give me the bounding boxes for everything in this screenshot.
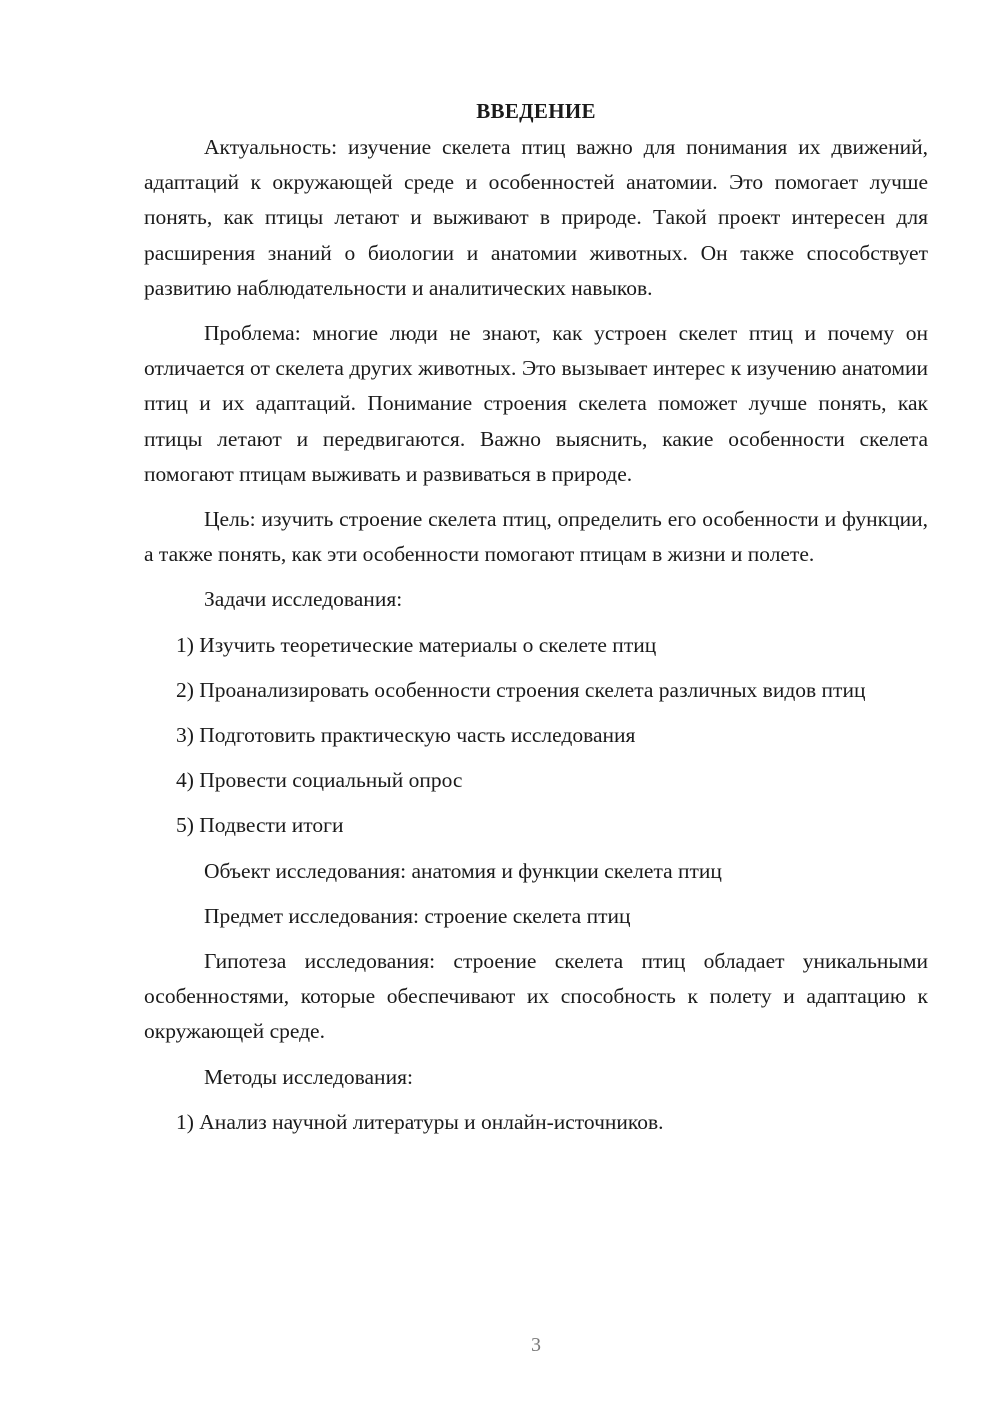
goal-paragraph: Цель: изучить строение скелета птиц, определить его особенности и функции, а также понять, как эти особенности помогают птицам в жизни и полете. — [144, 507, 928, 567]
tasks-heading: Задачи исследования: — [204, 587, 403, 612]
page-number: 3 — [531, 1334, 541, 1356]
task-item-2: 2) Проанализировать особенности строения скелета различных видов птиц — [176, 677, 866, 702]
task-item-5: 5) Подвести итоги — [176, 813, 344, 838]
research-subject: Предмет исследования: строение скелета птиц — [204, 903, 631, 928]
task-item-3: 3) Подготовить практическую часть исследования — [176, 723, 636, 748]
task-item-4: 4) Провести социальный опрос — [176, 768, 463, 793]
relevance-paragraph: Актуальность: изучение скелета птиц важно для понимания их движений, адаптаций к окружающей среде и особенностей анатомии. Это помогает лучше понять, как птицы летают и выживают в природе. Такой проект интересен для расширения знаний о биологии и анатомии животных. Он также способствует развитию наблюдательности и аналитических навыков. — [144, 135, 928, 300]
task-item-1: 1) Изучить теоретические материалы о скелете птиц — [176, 632, 657, 657]
problem-paragraph: Проблема: многие люди не знают, как устроен скелет птиц и почему он отличается от скелета других животных. Это вызывает интерес к изучению анатомии птиц и их адаптаций. Понимание строения скелета поможет лучше понять, как птицы летают и передвигаются. Важно выяснить, какие особенности скелета помогают птицам выживать и развиваться в природе. — [144, 321, 928, 486]
hypothesis-paragraph: Гипотеза исследования: строение скелета птиц обладает уникальными особенностями, которые обеспечивают их способность к полету и адаптацию к окружающей среде. — [144, 949, 928, 1044]
document-page — [144, 96, 928, 1150]
method-item-1: 1) Анализ научной литературы и онлайн-источников. — [176, 1109, 664, 1134]
research-object: Объект исследования: анатомия и функции скелета птиц — [204, 858, 722, 883]
methods-heading: Методы исследования: — [204, 1064, 413, 1089]
section-title: ВВЕДЕНИЕ — [476, 99, 596, 123]
